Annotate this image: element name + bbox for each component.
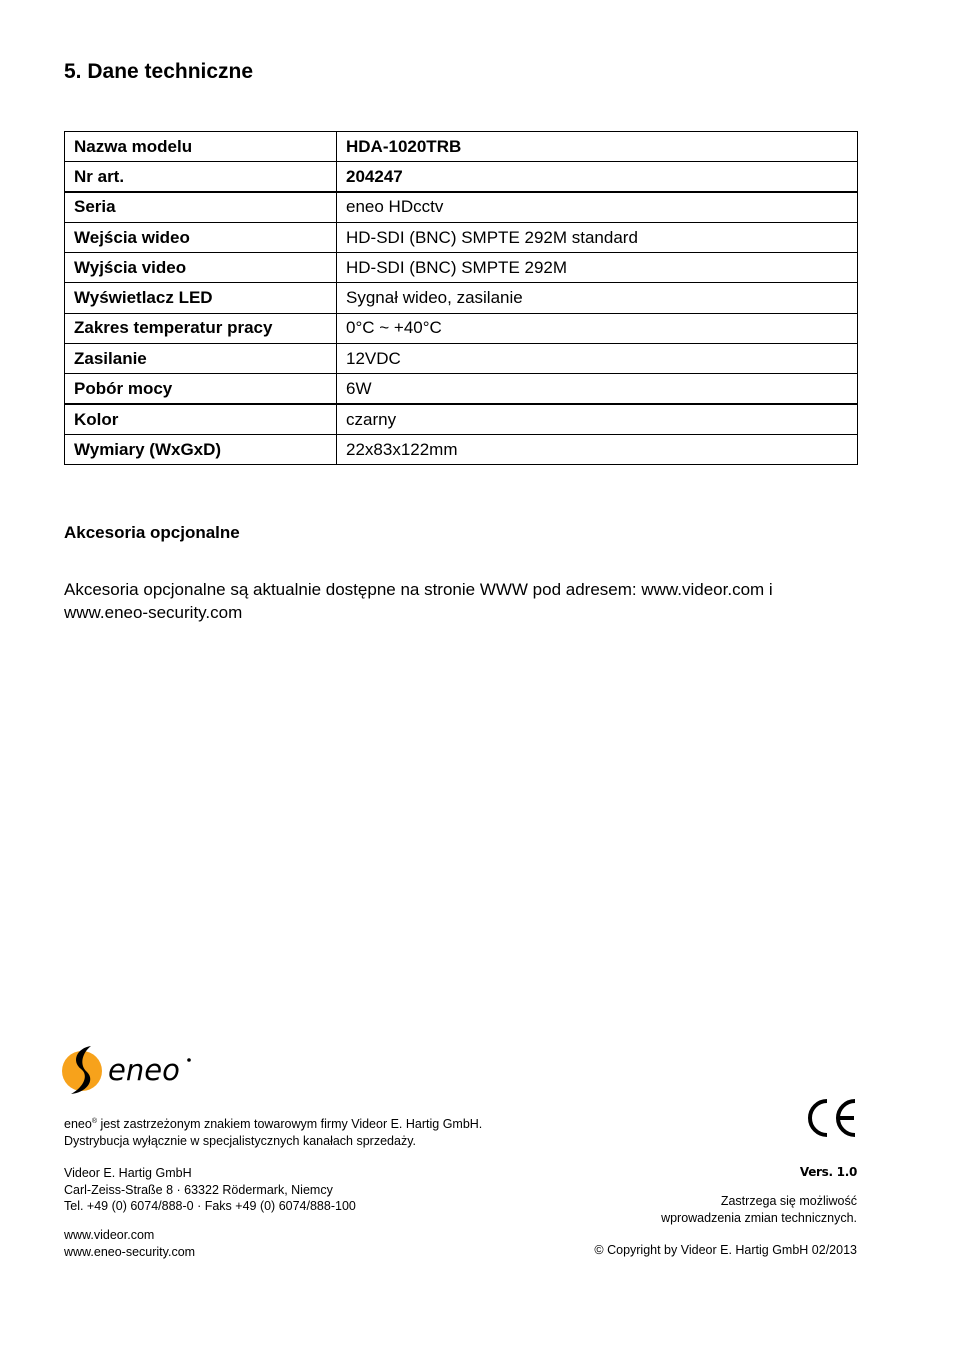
footer-web-videor: www.videor.com [64, 1228, 155, 1242]
spec-table [64, 131, 858, 465]
spec-key: Pobór mocy [65, 374, 337, 404]
footer-street: Carl-Zeiss-Straße 8 · 63322 Rödermark, Niemcy [64, 1182, 333, 1197]
spec-row [65, 313, 858, 343]
footer-trademark-brand: eneo [64, 1117, 92, 1131]
registered-mark: ® [91, 1117, 97, 1125]
page-title: 5. Dane techniczne [64, 60, 254, 83]
accessories-heading: Akcesoria opcjonalne [64, 523, 240, 542]
spec-key: Zasilanie [65, 344, 337, 374]
spec-row [65, 222, 858, 252]
footer-web-eneo: www.eneo-security.com [64, 1244, 196, 1259]
ce-letter-c [810, 1101, 827, 1135]
spec-table-body [65, 132, 858, 465]
spec-key: Nazwa modelu [65, 132, 337, 162]
spec-row [65, 132, 858, 162]
spec-row [65, 404, 858, 434]
spec-value: 204247 [337, 162, 858, 192]
spec-row [65, 283, 858, 313]
spec-row [65, 344, 858, 374]
accessories-text: Akcesoria opcjonalne są aktualnie dostępne na stronie WWW pod adresem: www.videor.com i www.eneo-security.com [64, 580, 773, 622]
spec-value: HD-SDI (BNC) SMPTE 292M standard [337, 222, 858, 252]
logo-wordmark: eneo [108, 1053, 180, 1087]
spec-row [65, 162, 858, 192]
spec-value: eneo HDcctv [337, 192, 858, 222]
spec-value: 0°C ~ +40°C [337, 313, 858, 343]
spec-key: Wyjścia video [65, 253, 337, 283]
footer-reserve-line1: Zastrzega się możliwość [720, 1194, 857, 1208]
spec-value: Sygnał wideo, zasilanie [337, 283, 858, 313]
footer-distribution: Dystrybucja wyłącznie w specjalistycznych kanałach sprzedaży. [64, 1133, 416, 1148]
spec-key: Zakres temperatur pracy [65, 313, 337, 343]
version-label: Vers. 1.0 [799, 1165, 857, 1179]
spec-row [65, 253, 858, 283]
footer-company: Videor E. Hartig GmbH [64, 1166, 192, 1180]
footer-web [64, 1227, 195, 1260]
spec-row [65, 374, 858, 404]
spec-key: Nr art. [65, 162, 337, 192]
eneo-logo-icon [60, 1043, 200, 1099]
spec-key: Kolor [65, 404, 337, 434]
spec-value: HD-SDI (BNC) SMPTE 292M [337, 253, 858, 283]
spec-key: Wejścia wideo [65, 222, 337, 252]
footer-reserve-line2: wprowadzenia zmian technicznych. [661, 1210, 857, 1225]
footer-copyright: © Copyright by Videor E. Hartig GmbH 02/2013 [594, 1243, 857, 1257]
footer-address [64, 1165, 356, 1215]
spec-key: Wyświetlacz LED [65, 283, 337, 313]
footer-trademark-rest: jest zastrzeżonym znakiem towarowym firmy Videor E. Hartig GmbH. [96, 1117, 483, 1131]
spec-key: Seria [65, 192, 337, 222]
spec-value: czarny [337, 404, 858, 434]
spec-row [65, 434, 858, 464]
spec-value: 12VDC [337, 344, 858, 374]
footer-reserve [661, 1193, 857, 1226]
spec-value: HDA-1020TRB [337, 132, 858, 162]
spec-key: Wymiary (WxGxD) [65, 434, 337, 464]
spec-row [65, 192, 858, 222]
ce-mark-icon [805, 1098, 858, 1138]
spec-value: 22x83x122mm [337, 434, 858, 464]
spec-value: 6W [337, 374, 858, 404]
footer-trademark [64, 1116, 482, 1149]
logo-dot [187, 1058, 191, 1062]
footer-phone: Tel. +49 (0) 6074/888-0 · Faks +49 (0) 6074/888-100 [64, 1199, 356, 1213]
